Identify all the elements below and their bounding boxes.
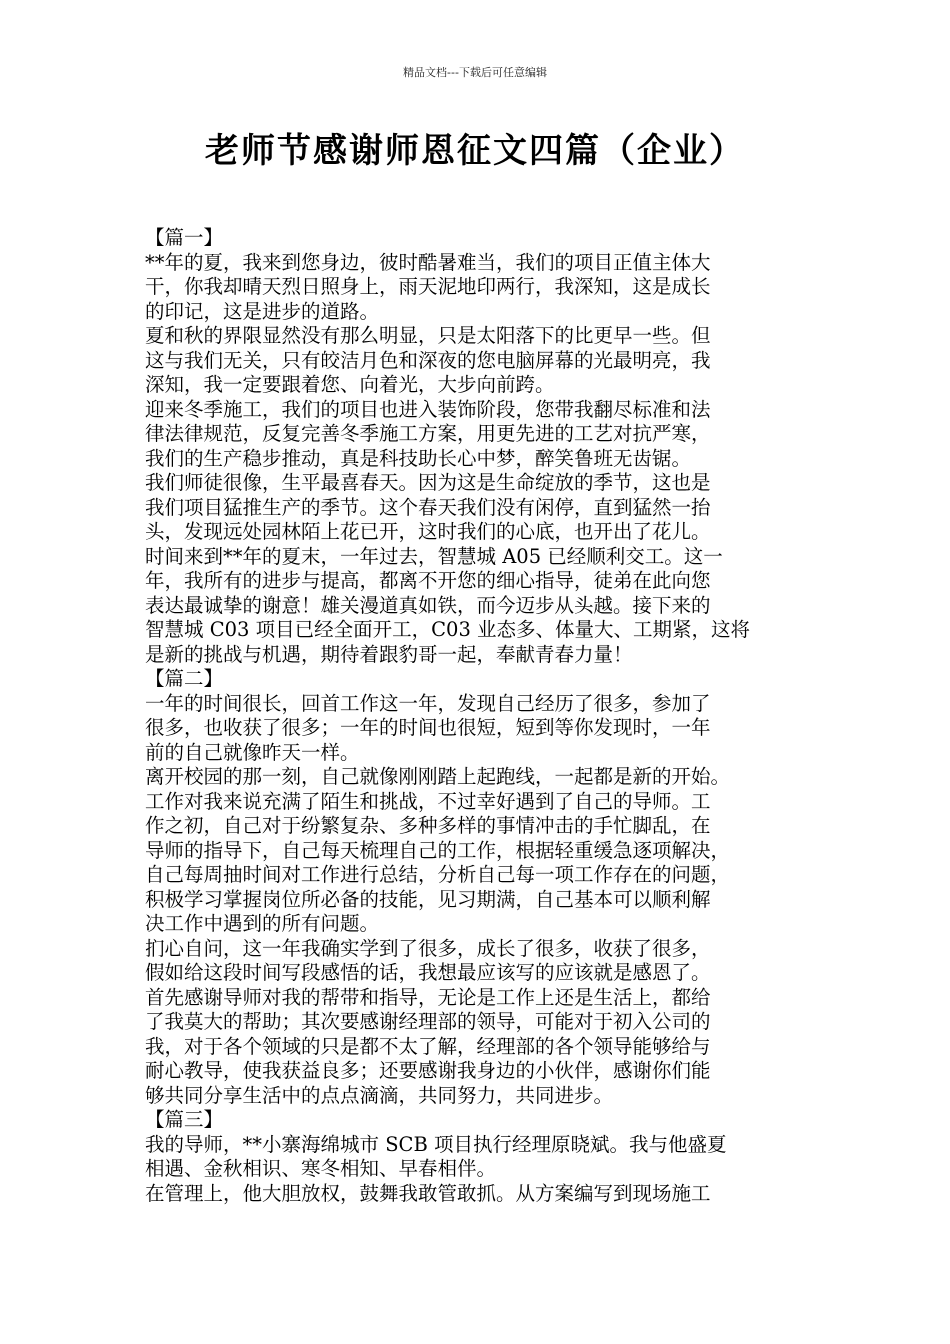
text-line: 迎来冬季施工，我们的项目也进入装饰阶段，您带我翻尽标准和法	[145, 397, 711, 421]
paragraph	[145, 692, 825, 766]
text-line: 耐心教导，使我获益良多；还要感谢我身边的小伙伴，感谢你们能	[145, 1059, 711, 1082]
paragraph	[145, 1133, 825, 1182]
paragraph	[145, 1182, 825, 1207]
text-line: 夏和秋的界限显然没有那么明显，只是太阳落下的比更早一些。但	[145, 324, 711, 347]
text-line: 时间来到**年的夏末，一年过去，智慧城 A05 已经顺利交工。这一	[145, 544, 723, 568]
text-line: 在管理上，他大胆放权，鼓舞我敢管敢抓。从方案编写到现场施工	[145, 1181, 711, 1205]
text-line: 我，对于各个领域的只是都不太了解，经理部的各个领导能够给与	[145, 1034, 711, 1058]
text-line: 了我莫大的帮助；其次要感谢经理部的领导，可能对于初入公司的	[145, 1010, 711, 1033]
paragraph	[145, 765, 825, 937]
paragraph	[145, 251, 825, 325]
text-line: 前的自己就像昨天一样。	[145, 740, 360, 764]
text-line: 的印记，这是进步的道路。	[145, 299, 380, 323]
text-line: 作之初，自己对于纷繁复杂、多种多样的事情冲击的手忙脚乱，在	[145, 814, 711, 837]
text-line: 决工作中遇到的所有问题。	[145, 912, 380, 935]
text-line: 假如给这段时间写段感悟的话，我想最应该写的应该就是感恩了。	[145, 961, 711, 984]
text-line: 这与我们无关，只有皎洁月色和深夜的您电脑屏幕的光最明亮，我	[145, 348, 711, 372]
text-line: 深知，我一定要跟着您、向着光，大步向前跨。	[145, 373, 555, 396]
text-line: 首先感谢导师对我的帮带和指导，无论是工作上还是生活上，都给	[145, 985, 711, 1009]
text-line: 我们的生产稳步推动，真是科技助长心中梦，醉笑鲁班无齿锯。	[145, 446, 692, 470]
text-line: 扪心自问，这一年我确实学到了很多，成长了很多，收获了很多，	[145, 936, 711, 960]
text-line: 我们师徒很像，生平最喜春天。因为这是生命绽放的季节，这也是	[145, 471, 711, 494]
text-line: 我们项目猛推生产的季节。这个春天我们没有闲停，直到猛然一抬	[145, 495, 711, 519]
text-line: 一年的时间很长，回首工作这一年，发现自己经历了很多，参加了	[145, 691, 711, 715]
text-line: 表达最诚挚的谢意！雄关漫道真如铁，而今迈步从头越。接下来的	[145, 593, 711, 617]
text-line: 头，发现远处园林陌上花已开，这时我们的心底，也开出了花儿。	[145, 520, 711, 543]
text-line: 干，你我却晴天烈日照身上，雨天泥地印两行，我深知，这是成长	[145, 275, 711, 298]
text-line: 智慧城 C03 项目已经全面开工，C03 业态多、体量大、工期紧，这将	[145, 618, 751, 641]
text-line: 相遇、金秋相识、寒冬相知、早春相伴。	[145, 1157, 497, 1180]
section	[145, 667, 825, 1108]
section	[145, 226, 825, 667]
paragraph	[145, 545, 825, 668]
text-line: 年，我所有的进步与提高，都离不开您的细心指导，徒弟在此向您	[145, 569, 711, 592]
paragraph	[145, 937, 825, 1109]
text-line: **年的夏，我来到您身边，彼时酷暑难当，我们的项目正值主体大	[145, 250, 711, 274]
document-body	[145, 226, 825, 1206]
section-heading: 【篇三】	[145, 1108, 224, 1131]
text-line: 积极学习掌握岗位所必备的技能，见习期满，自己基本可以顺利解	[145, 887, 711, 911]
paragraph	[145, 324, 825, 398]
text-line: 工作对我来说充满了陌生和挑战，不过幸好遇到了自己的导师。工	[145, 789, 711, 813]
text-line: 自己每周抽时间对工作进行总结，分析自己每一项工作存在的问题，	[145, 863, 731, 886]
section	[145, 1108, 825, 1206]
section-heading: 【篇一】	[145, 226, 224, 249]
text-line: 很多，也收获了很多；一年的时间也很短，短到等你发现时，一年	[145, 716, 711, 739]
text-line: 导师的指导下，自己每天梳理自己的工作，根据轻重缓急逐项解决，	[145, 838, 731, 862]
section-heading: 【篇二】	[145, 667, 224, 690]
document-title: 老师节感谢师恩征文四篇（企业）	[205, 131, 745, 171]
text-line: 是新的挑战与机遇，期待着跟豹哥一起，奉献青春力量！	[145, 642, 633, 666]
text-line: 够共同分享生活中的点点滴滴，共同努力，共同进步。	[145, 1083, 614, 1107]
paragraph	[145, 398, 825, 472]
paragraph	[145, 471, 825, 545]
text-line: 律法律规范，反复完善冬季施工方案，用更先进的工艺对抗严寒，	[145, 422, 711, 445]
text-line: 离开校园的那一刻，自己就像刚刚踏上起跑线，一起都是新的开始。	[145, 765, 731, 788]
page-header-note: 精品文档---下载后可任意编辑	[403, 66, 547, 79]
text-line: 我的导师，**小寨海绵城市 SCB 项目执行经理原晓斌。我与他盛夏	[145, 1132, 727, 1156]
